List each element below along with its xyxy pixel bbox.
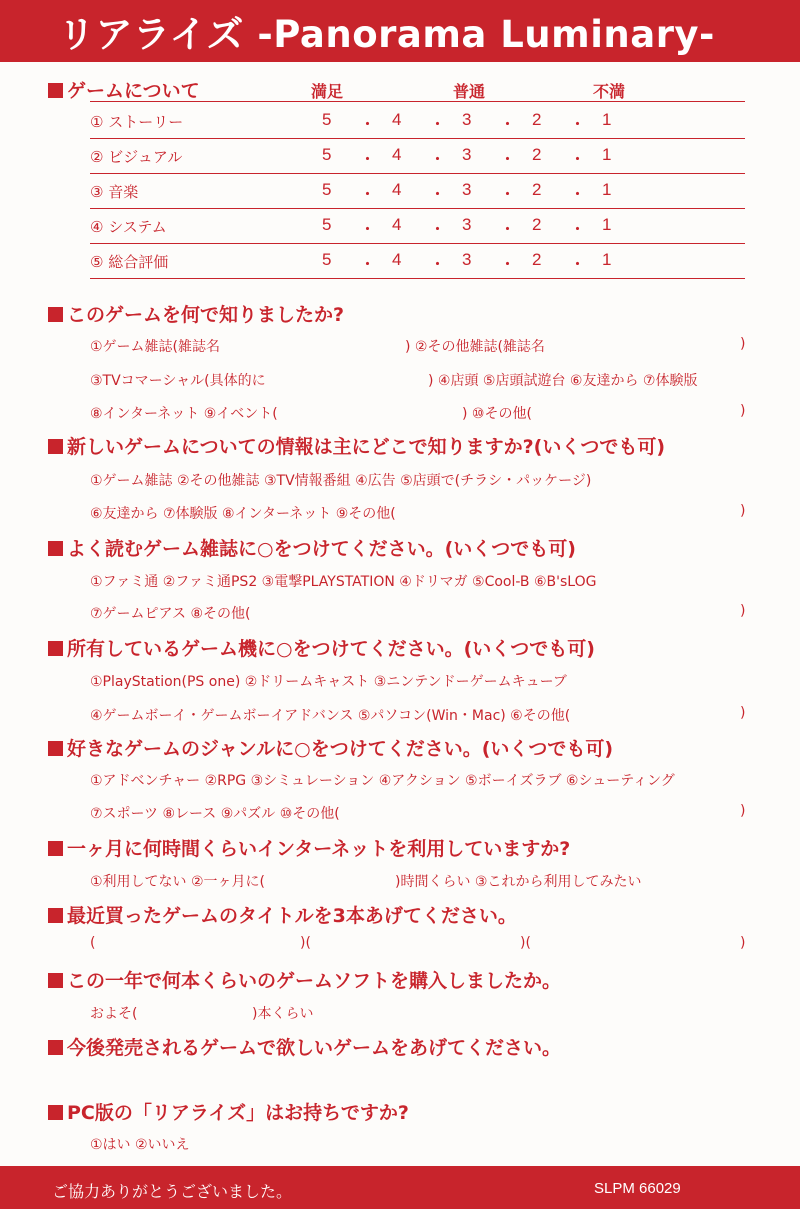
separator-dot: ・ — [429, 185, 446, 205]
question-text: 好きなゲームのジャンルに○をつけてください。(いくつでも可) — [67, 738, 614, 760]
blank-paren: )( — [520, 935, 531, 951]
separator-dot: ・ — [429, 115, 446, 135]
separator-dot: ・ — [359, 115, 376, 135]
option-line: ④ゲームボーイ・ゲームボーイアドバンス ⑤パソコン(Win・Mac) ⑥その他( — [90, 708, 571, 724]
rating-score-5[interactable]: 5 — [322, 180, 332, 199]
thanks-text: ご協力ありがとうございました。 — [52, 1182, 293, 1201]
square-bullet-icon — [48, 307, 63, 322]
rating-score-5[interactable]: 5 — [322, 250, 332, 269]
rating-item-label: ⑤ 総合評価 — [90, 253, 169, 271]
rating-score-1[interactable]: 1 — [602, 110, 612, 129]
separator-dot: ・ — [499, 150, 516, 170]
blank-close-paren: ) — [740, 403, 746, 419]
option-line: ⑧インターネット ⑨イベント( — [90, 406, 278, 422]
rating-score-1[interactable]: 1 — [602, 145, 612, 164]
option-line: およそ( — [90, 1006, 138, 1022]
square-bullet-icon — [48, 741, 63, 756]
separator-dot: ・ — [569, 220, 586, 240]
separator-dot: ・ — [359, 255, 376, 275]
square-bullet-icon — [48, 641, 63, 656]
rating-item-label: ③ 音楽 — [90, 183, 139, 201]
rating-score-2[interactable]: 2 — [532, 250, 542, 269]
question-text: 一ヶ月に何時間くらいインターネットを利用していますか? — [67, 838, 571, 860]
option-line: ) ②その他雑誌(雑誌名 — [405, 339, 545, 355]
option-line: ①アドベンチャー ②RPG ③シミュレーション ④アクション ⑤ボーイズラブ ⑥シューティング — [90, 773, 675, 789]
question-pc-version — [48, 1098, 409, 1125]
rating-score-3[interactable]: 3 — [462, 145, 472, 164]
rating-score-1[interactable]: 1 — [602, 180, 612, 199]
rating-row — [90, 103, 745, 139]
scale-label-neutral: 普通 — [453, 82, 486, 101]
rating-score-4[interactable]: 4 — [392, 215, 402, 234]
question-text: 新しいゲームについての情報は主にどこで知りますか?(いくつでも可) — [67, 436, 666, 458]
separator-dot: ・ — [359, 150, 376, 170]
rating-score-4[interactable]: 4 — [392, 145, 402, 164]
square-bullet-icon — [48, 841, 63, 856]
square-bullet-icon — [48, 1105, 63, 1120]
question-text: よく読むゲーム雑誌に○をつけてください。(いくつでも可) — [67, 538, 576, 560]
rating-score-3[interactable]: 3 — [462, 110, 472, 129]
separator-dot: ・ — [429, 220, 446, 240]
rating-score-5[interactable]: 5 — [322, 215, 332, 234]
question-text: 最近買ったゲームのタイトルを3本あげてください。 — [67, 905, 517, 927]
rating-score-4[interactable]: 4 — [392, 110, 402, 129]
question-info-source — [48, 432, 665, 459]
rating-item-label: ① ストーリー — [90, 113, 184, 131]
rating-score-2[interactable]: 2 — [532, 215, 542, 234]
rating-item-label: ② ビジュアル — [90, 148, 183, 166]
question-magazines — [48, 534, 576, 561]
separator-dot: ・ — [569, 255, 586, 275]
question-how-learned — [48, 300, 344, 327]
option-line: ①ゲーム雑誌(雑誌名 — [90, 339, 221, 355]
square-bullet-icon — [48, 83, 63, 98]
rating-score-3[interactable]: 3 — [462, 215, 472, 234]
rating-score-2[interactable]: 2 — [532, 145, 542, 164]
separator-dot: ・ — [359, 220, 376, 240]
question-text: 所有しているゲーム機に○をつけてください。(いくつでも可) — [67, 638, 595, 660]
square-bullet-icon — [48, 439, 63, 454]
rating-row — [90, 138, 745, 174]
rating-score-2[interactable]: 2 — [532, 180, 542, 199]
blank-paren: ) — [740, 935, 746, 951]
question-text: PC版の「リアライズ」はお持ちですか? — [67, 1102, 409, 1124]
option-line: ⑦スポーツ ⑧レース ⑨パズル ⑩その他( — [90, 806, 340, 822]
separator-dot: ・ — [499, 115, 516, 135]
blank-paren: ( — [90, 935, 96, 951]
blank-close-paren: ) — [740, 336, 746, 352]
option-line: ①ゲーム雑誌 ②その他雑誌 ③TV情報番組 ④広告 ⑤店頭で(チラシ・パッケージ) — [90, 473, 592, 489]
rating-score-5[interactable]: 5 — [322, 110, 332, 129]
question-internet-hours — [48, 834, 570, 861]
separator-dot: ・ — [499, 185, 516, 205]
separator-dot: ・ — [569, 115, 586, 135]
rating-row — [90, 208, 745, 244]
product-code: SLPM 66029 — [594, 1180, 681, 1197]
title-banner — [0, 0, 800, 62]
rating-score-4[interactable]: 4 — [392, 180, 402, 199]
question-wanted-games — [48, 1033, 561, 1060]
option-line: )本くらい — [252, 1006, 314, 1022]
rating-section-title — [48, 76, 200, 103]
question-text: このゲームを何で知りましたか? — [67, 304, 345, 326]
rating-score-2[interactable]: 2 — [532, 110, 542, 129]
option-line: ) ④店頭 ⑤店頭試遊台 ⑥友達から ⑦体験版 — [428, 373, 698, 389]
separator-dot: ・ — [429, 255, 446, 275]
option-line: ①利用してない ②一ヶ月に( — [90, 874, 266, 890]
separator-dot: ・ — [569, 185, 586, 205]
question-recent-games — [48, 901, 517, 928]
option-line: )時間くらい ③これから利用してみたい — [395, 874, 642, 890]
option-line: ) ⑩その他( — [462, 406, 532, 422]
question-genres — [48, 734, 613, 761]
rating-score-1[interactable]: 1 — [602, 250, 612, 269]
rating-score-4[interactable]: 4 — [392, 250, 402, 269]
question-text: この一年で何本くらいのゲームソフトを購入しましたか。 — [67, 970, 562, 992]
rating-score-3[interactable]: 3 — [462, 180, 472, 199]
blank-paren: )( — [300, 935, 311, 951]
page-title: リアライズ -Panorama Luminary- — [58, 13, 715, 56]
table-rule — [90, 101, 745, 102]
separator-dot: ・ — [429, 150, 446, 170]
blank-close-paren: ) — [740, 803, 746, 819]
rating-row — [90, 173, 745, 209]
rating-row — [90, 243, 745, 279]
option-line: ⑥友達から ⑦体験版 ⑧インターネット ⑨その他( — [90, 506, 396, 522]
scale-label-dissatisfied: 不満 — [593, 82, 626, 101]
rating-item-label: ④ システム — [90, 218, 167, 236]
rating-title-text: ゲームについて — [67, 80, 200, 102]
scale-label-satisfied: 満足 — [311, 82, 344, 101]
separator-dot: ・ — [359, 185, 376, 205]
footer-banner — [0, 1166, 800, 1209]
rating-score-1[interactable]: 1 — [602, 215, 612, 234]
rating-score-5[interactable]: 5 — [322, 145, 332, 164]
blank-close-paren: ) — [740, 705, 746, 721]
rating-score-3[interactable]: 3 — [462, 250, 472, 269]
question-consoles — [48, 634, 595, 661]
blank-close-paren: ) — [740, 503, 746, 519]
option-line: ③TVコマーシャル(具体的に — [90, 373, 266, 389]
option-line: ①はい ②いいえ — [90, 1137, 190, 1153]
separator-dot: ・ — [499, 255, 516, 275]
separator-dot: ・ — [569, 150, 586, 170]
separator-dot: ・ — [499, 220, 516, 240]
square-bullet-icon — [48, 541, 63, 556]
square-bullet-icon — [48, 908, 63, 923]
blank-close-paren: ) — [740, 603, 746, 619]
square-bullet-icon — [48, 1040, 63, 1055]
option-line: ①PlayStation(PS one) ②ドリームキャスト ③ニンテンドーゲームキューブ — [90, 674, 567, 690]
square-bullet-icon — [48, 973, 63, 988]
question-text: 今後発売されるゲームで欲しいゲームをあげてください。 — [67, 1037, 562, 1059]
question-games-per-year — [48, 966, 561, 993]
option-line: ⑦ゲームピアス ⑧その他( — [90, 606, 251, 622]
option-line: ①ファミ通 ②ファミ通PS2 ③電撃PLAYSTATION ④ドリマガ ⑤Cool-B ⑥B'sLOG — [90, 574, 597, 590]
